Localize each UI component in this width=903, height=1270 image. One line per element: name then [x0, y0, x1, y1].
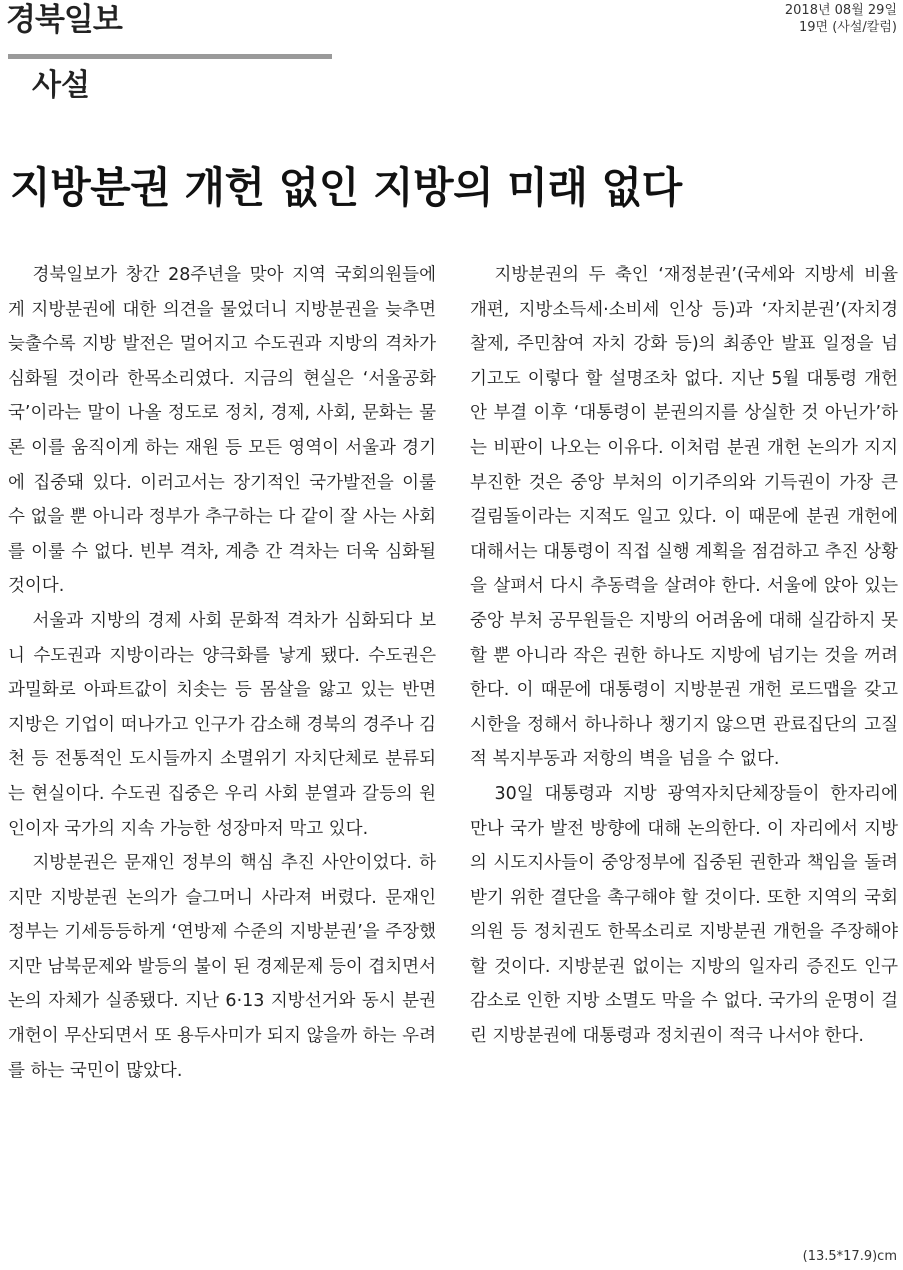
paragraph: 지방분권의 두 축인 ‘재정분권’(국세와 지방세 비율 개편, 지방소득세·소비세 인상 등)과 ‘자치분권’(자치경찰제, 주민참여 자치 강화 등)의 최종안 발표 일정을 넘기고도 이렇다 할 설명조차 없다. 지난 5월 대통령 개헌안 부결 이후 ‘대통령이 분권의지를 상실한 것 아닌가’하는 비판이 나오는 이유다. 이처럼 분권 개헌 논의가 지지부진한 것은 중앙 부처의 이기주의와 기득권이 가장 큰 걸림돌이라는 지적도 일고 있다. 이 때문에 분권 개헌에 대해서는 대통령이 직접 실행 계획을 점검하고 추진 상황을 살펴서 다시 추동력을 살려야 한다. 서울에 앉아 있는 중앙 부처 공무원들은 지방의 어려움에 대해 실감하지 못할 뿐 아니라 작은 권한 하나도 지방에 넘기는 것을 꺼려 한다. 이 때문에 대통령이 지방분권 개헌 로드맵을 갖고 시한을 정해서 하나하나 챙기지 않으면 관료집단의 고질적 복지부동과 저항의 벽을 넘을 수 없다. — [470, 265, 898, 770]
issue-meta — [785, 2, 897, 36]
issue-date: 2018년 08월 29일 — [784, 3, 897, 18]
issue-page: 19면 (사설/칼럼) — [799, 20, 897, 35]
right-column — [470, 258, 898, 1054]
clipping-dimensions: (13.5*17.9)cm — [802, 1249, 897, 1264]
headline: 지방분권 개헌 없인 지방의 미래 없다 — [10, 163, 682, 212]
section-divider — [8, 54, 332, 59]
newspaper-masthead: 경북일보 — [6, 2, 122, 38]
paragraph: 서울과 지방의 경제 사회 문화적 격차가 심화되다 보니 수도권과 지방이라는 양극화를 낳게 됐다. 수도권은 과밀화로 아파트값이 치솟는 등 몸살을 앓고 있는 반면 지방은 기업이 떠나가고 인구가 감소해 경북의 경주나 김천 등 전통적인 도시들까지 소멸위기 자치단체로 분류되는 현실이다. 수도권 집중은 우리 사회 분열과 갈등의 원인이자 국가의 지속 가능한 성장마저 막고 있다. — [8, 610, 436, 839]
section-label: 사설 — [32, 68, 90, 103]
left-column — [8, 258, 436, 1088]
paragraph: 30일 대통령과 지방 광역자치단체장들이 한자리에 만나 국가 발전 방향에 대해 논의한다. 이 자리에서 지방의 시도지사들이 중앙정부에 집중된 권한과 책임을 돌려받기 위한 결단을 촉구해야 할 것이다. 또한 지역의 국회의원 등 정치권도 한목소리로 지방분권 개헌을 주장해야 할 것이다. 지방분권 없이는 지방의 일자리 증진도 인구 감소로 인한 지방 소멸도 막을 수 없다. 국가의 운명이 걸린 지방분권에 대통령과 정치권이 적극 나서야 한다. — [470, 783, 898, 1047]
paragraph: 경북일보가 창간 28주년을 맞아 지역 국회의원들에게 지방분권에 대한 의견을 물었더니 지방분권을 늦추면 늦출수록 지방 발전은 멀어지고 수도권과 지방의 격차가 심화될 것이라 한목소리였다. 지금의 현실은 ‘서울공화국’이라는 말이 나올 정도로 정치, 경제, 사회, 문화는 물론 이를 움직이게 하는 재원 등 모든 영역이 서울과 경기에 집중돼 있다. 이러고서는 장기적인 국가발전을 이룰 수 없을 뿐 아니라 정부가 추구하는 다 같이 잘 사는 사회를 이룰 수 없다. 빈부 격차, 계층 간 격차는 더욱 심화될 것이다. — [8, 265, 436, 597]
paragraph: 지방분권은 문재인 정부의 핵심 추진 사안이었다. 하지만 지방분권 논의가 슬그머니 사라져 버렸다. 문재인 정부는 기세등등하게 ‘연방제 수준의 지방분권’을 주장했지만 남북문제와 발등의 불이 된 경제문제 등이 겹치면서 논의 자체가 실종됐다. 지난 6·13 지방선거와 동시 분권 개헌이 무산되면서 또 용두사미가 되지 않을까 하는 우려를 하는 국민이 많았다. — [8, 853, 436, 1081]
